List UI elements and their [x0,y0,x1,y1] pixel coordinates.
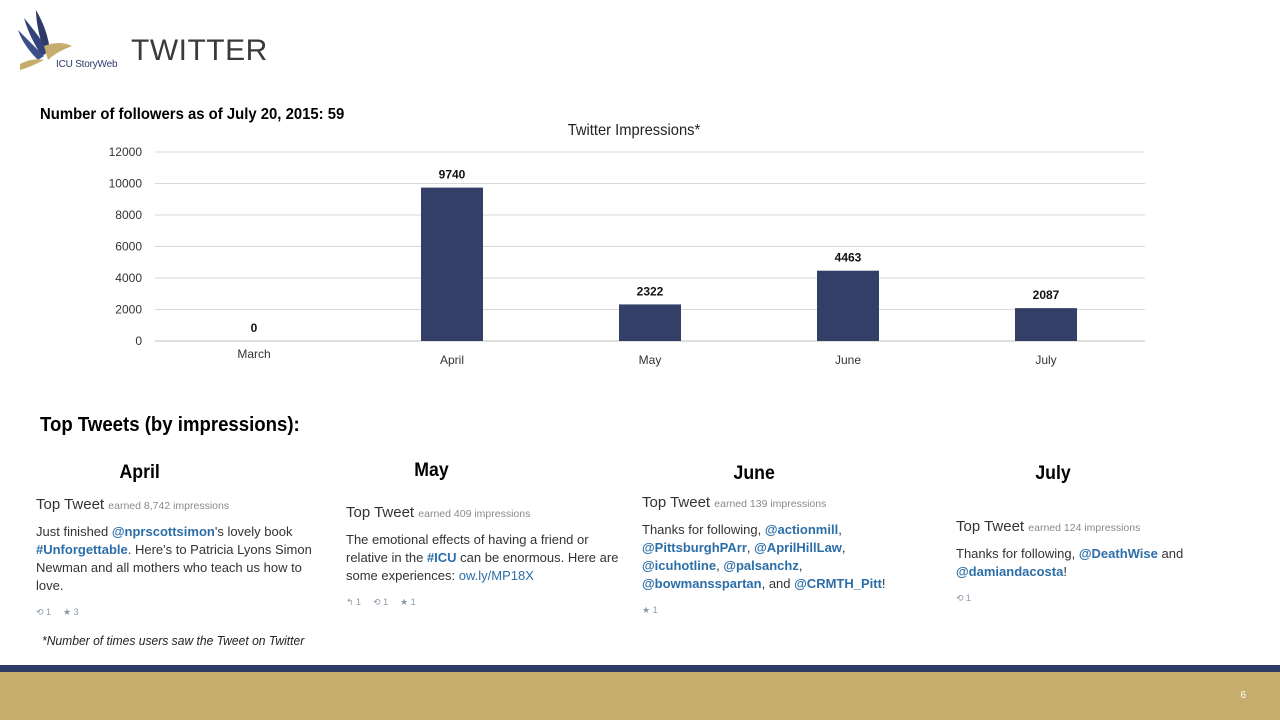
month-label-may: May [414,460,449,481]
tweet-stats [36,607,316,618]
tweet-header-label: Top Tweet [36,496,109,513]
y-tick-label: 6000 [115,239,142,254]
x-tick-label: June [834,353,862,367]
tweet-text-segment: . Here's to Patricia Lyons Simon Newman and all mothers who teach us how to love. [36,542,312,593]
tweet-card-may [346,504,626,608]
tweet-text-segment: Thanks for following, [642,522,765,537]
tweet-text-segment: and [1157,546,1184,561]
tweet-impressions: earned 139 impressions [714,498,827,510]
footnote: *Number of times users saw the Tweet on Twitter [42,633,305,648]
tweet-stat: ⟲ 1 [373,597,389,607]
tweet-text-segment: , [746,540,755,555]
tweet-text-segment: , and [761,576,795,591]
data-label: 9740 [438,167,466,182]
tweet-stat: ★ 1 [400,597,416,607]
x-tick-label: March [237,347,271,361]
tweet-card-june [642,494,922,616]
y-tick-label: 4000 [115,271,142,285]
tweet-link[interactable]: @palsanchz [723,558,799,573]
tweet-link[interactable]: @nprscottsimon [111,524,215,539]
tweet-text [642,521,922,593]
tweet-stat: ★ 3 [63,607,79,617]
chart-title: Twitter Impressions* [567,122,701,139]
followers-note: Number of followers as of July 20, 2015: 59 [40,106,345,123]
bar [817,271,879,341]
footer-band [0,672,1280,720]
tweet-stats [956,593,1236,604]
slide-title: TWITTER [131,34,268,67]
tweet-text [346,531,626,585]
tweet-text-segment: , [798,558,803,573]
y-tick-label: 8000 [115,208,142,222]
data-label: 0 [250,321,258,335]
tweet-text-segment: ! [1063,564,1067,579]
y-tick-label: 2000 [115,302,142,317]
logo-text: ICU StoryWeb [56,59,118,70]
tweet-impressions: earned 124 impressions [1028,522,1141,534]
tweet-link[interactable]: #Unforgettable [36,542,128,557]
x-tick-label: April [439,353,465,367]
y-tick-label: 12000 [108,145,142,159]
tweet-link[interactable]: @damiandacosta [956,564,1064,579]
tweet-link[interactable]: @DeathWise [1078,546,1158,561]
tweet-text-segment: can be enormous. Here are some experiences: [346,550,619,583]
page-number: 6 [1240,690,1246,701]
tweet-text-segment: Just finished [36,524,112,539]
tweet-header [642,494,922,511]
tweet-link[interactable]: @actionmill [764,522,839,537]
tweet-text [956,545,1236,581]
tweet-link[interactable]: #ICU [426,550,457,565]
tweet-impressions: earned 8,742 impressions [108,500,230,512]
tweet-stat: ⟲ 1 [956,593,972,603]
tweet-text-segment: , [841,540,846,555]
tweet-text [36,523,316,595]
bar [1015,308,1077,341]
month-label-april: April [119,462,160,483]
tweet-header-label: Top Tweet [642,494,715,511]
tweet-card-april [36,496,316,618]
tweet-text-segment: ! [881,576,886,591]
month-label-july: July [1035,463,1071,484]
data-label: 2087 [1032,288,1060,303]
tweet-link[interactable]: @bowmansspartan [642,576,762,591]
tweet-link[interactable]: @AprilHillLaw [754,540,842,555]
top-tweets-heading: Top Tweets (by impressions): [40,414,300,436]
tweet-text-segment: , [716,558,724,573]
tweet-header [956,518,1236,535]
x-tick-label: May [638,353,662,367]
tweet-text-segment: , [838,522,842,537]
y-tick-label: 0 [135,334,142,348]
tweet-link[interactable]: @CRMTH_Pitt [794,576,882,591]
tweet-stats [346,597,626,608]
y-tick-label: 10000 [108,176,142,191]
tweet-stat: ⟲ 1 [36,607,52,617]
bar [421,188,483,341]
data-label: 2322 [636,284,664,299]
tweet-stats [642,605,922,616]
tweet-header-label: Top Tweet [346,504,419,521]
tweet-card-july [956,518,1236,604]
footer-divider [0,665,1280,672]
tweet-link[interactable]: @PittsburghPArr [642,540,747,555]
tweet-text-segment: 's lovely book [214,524,293,539]
tweet-text-segment: The emotional effects of having a friend or relative in the [346,532,589,565]
bar [619,304,681,341]
tweet-impressions: earned 409 impressions [418,508,531,520]
tweet-link[interactable]: ow.ly/MP18X [458,568,534,583]
tweet-header [346,504,626,521]
tweet-header-label: Top Tweet [956,518,1029,535]
tweet-stat: ★ 1 [642,605,658,615]
x-tick-label: July [1035,353,1057,367]
tweet-text-segment: Thanks for following, [956,546,1079,561]
tweet-link[interactable]: @icuhotline [642,558,717,573]
tweet-header [36,496,316,513]
tweet-stat: ↰ 1 [346,597,362,607]
month-label-june: June [733,463,775,484]
data-label: 4463 [834,250,862,265]
